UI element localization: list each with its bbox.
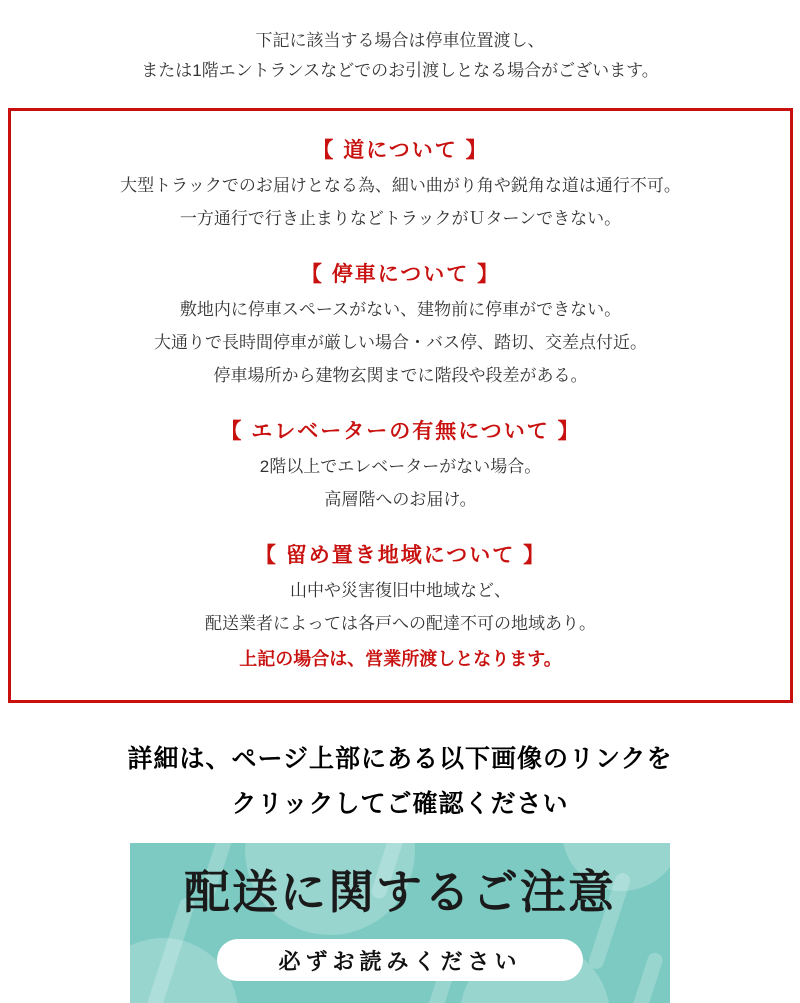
section-road-title: 【 道について 】	[312, 139, 489, 162]
section-elevator	[35, 415, 766, 516]
details-instruction	[0, 737, 800, 827]
delivery-notice-box	[8, 108, 793, 703]
section-remote-area-line-2: 配送業者によっては各戸への配達不可の地域あり。	[205, 614, 596, 633]
section-parking-title: 【 停車について 】	[300, 263, 501, 286]
warning-text: 上記の場合は、営業所渡しとなります。	[239, 649, 562, 669]
banner-subtitle: 必ずお読みください	[278, 948, 522, 974]
section-elevator-title: 【 エレベーターの有無について 】	[220, 420, 581, 443]
delivery-notice-banner-link[interactable]	[130, 843, 670, 1003]
details-line-2: クリックしてご確認ください	[231, 790, 569, 818]
section-road	[35, 134, 766, 235]
section-parking	[35, 258, 766, 392]
banner-subtitle-pill	[217, 939, 583, 981]
section-elevator-line-2: 高層階へのお届け。	[324, 490, 477, 509]
banner-title: 配送に関するご注意	[184, 866, 616, 918]
intro-text	[0, 0, 800, 86]
section-parking-line-1: 敷地内に停車スペースがない、建物前に停車ができない。	[179, 300, 622, 319]
section-parking-line-2: 大通りで長時間停車が厳しい場合・バス停、踏切、交差点付近。	[154, 333, 647, 352]
section-remote-area-title: 【 留め置き地域について 】	[254, 544, 547, 567]
section-remote-area	[35, 539, 766, 676]
section-remote-area-body	[35, 574, 766, 640]
section-parking-line-3: 停車場所から建物玄関までに階段や段差がある。	[213, 366, 588, 385]
intro-line-1: 下記に該当する場合は停車位置渡し、	[255, 31, 545, 50]
section-elevator-body	[35, 450, 766, 516]
banner-decoration-stripe	[622, 951, 664, 1003]
section-elevator-line-1: 2階以上でエレベーターがない場合。	[259, 457, 542, 476]
section-remote-area-line-1: 山中や災害復旧中地域など、	[290, 581, 511, 600]
intro-line-2: または1階エントランスなどでのお引渡しとなる場合がございます。	[141, 61, 659, 80]
details-line-1: 詳細は、ページ上部にある以下画像のリンクを	[127, 745, 673, 773]
section-road-line-2: 一方通行で行き止まりなどトラックがＵターンできない。	[179, 209, 622, 228]
section-road-body	[35, 169, 766, 235]
section-road-line-1: 大型トラックでのお届けとなる為、細い曲がり角や鋭角な道は通行不可。	[120, 176, 681, 195]
section-parking-body	[35, 293, 766, 392]
